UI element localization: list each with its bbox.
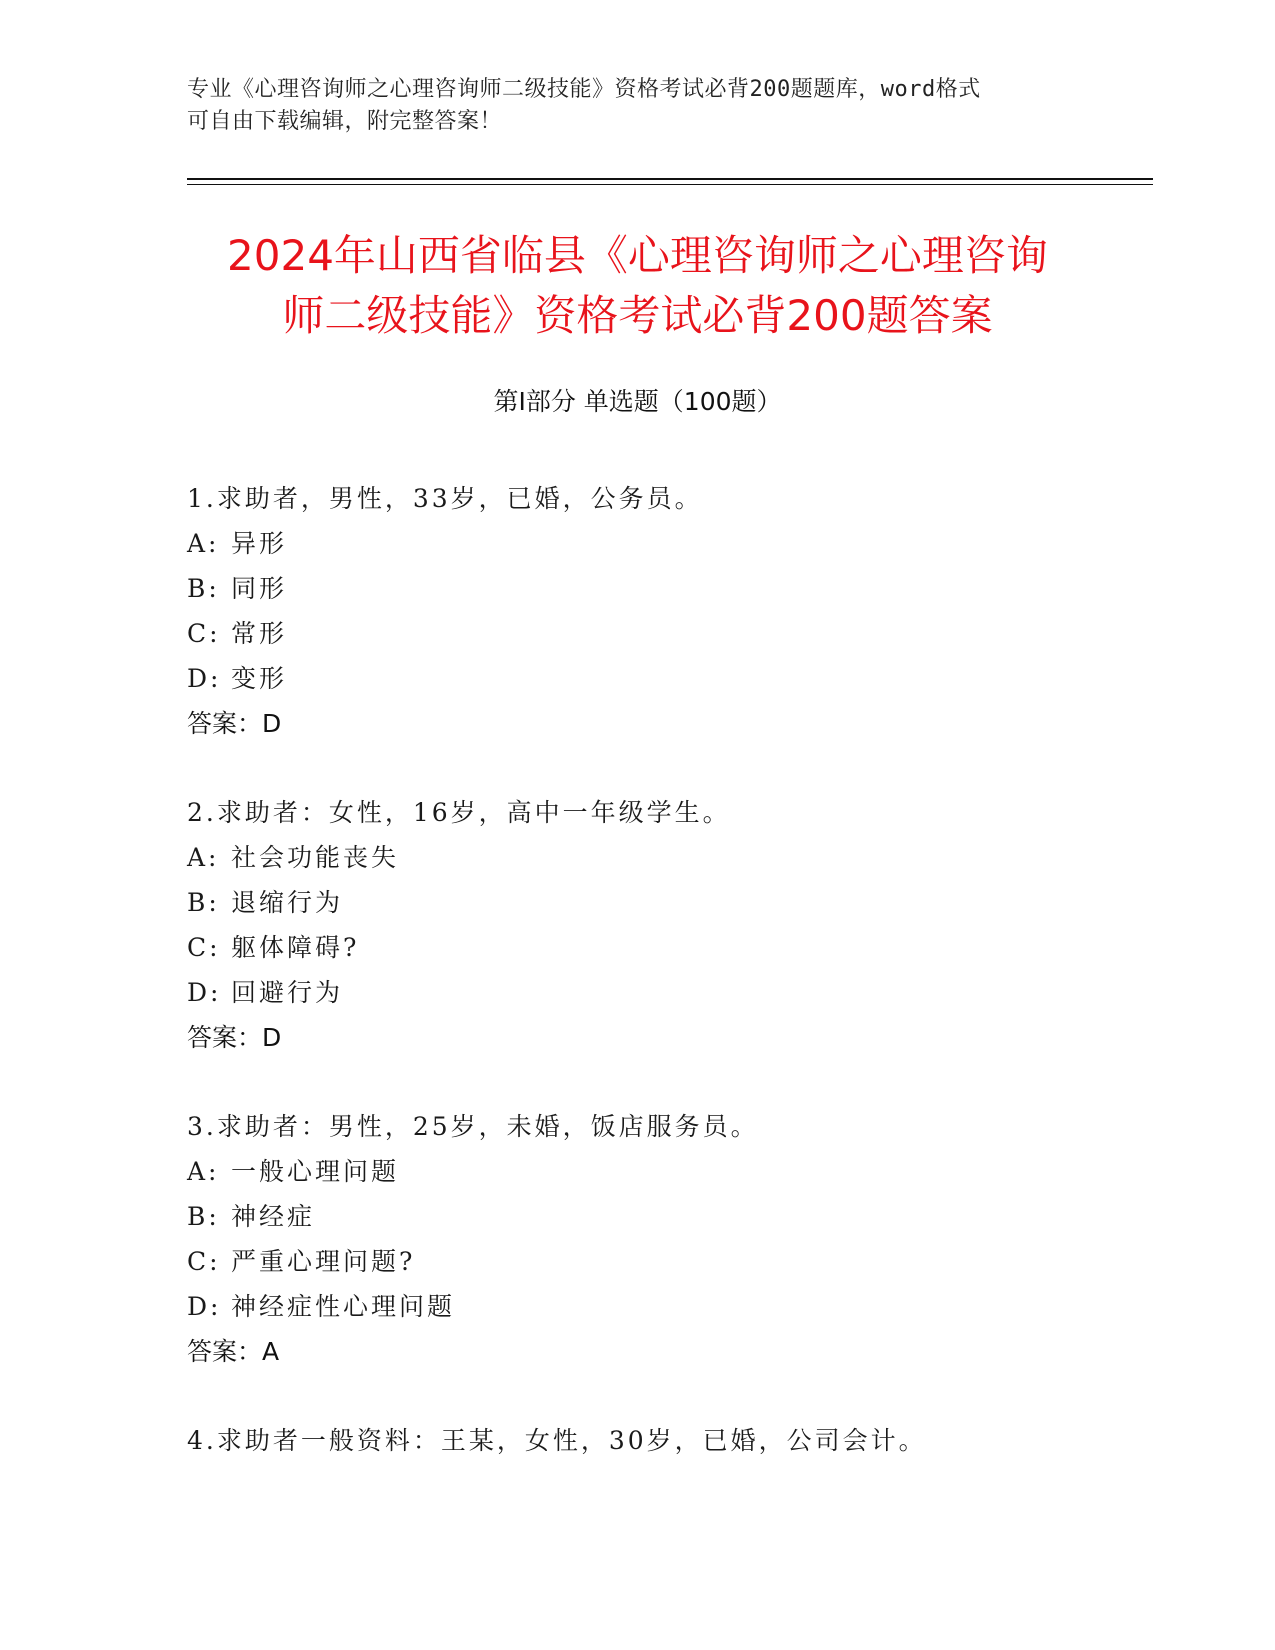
section-heading: 第Ⅰ部分 单选题（100题）	[493, 387, 782, 416]
question-stem: 3.求助者：男性，25岁，未婚，饭店服务员。	[187, 1112, 759, 1141]
option-d	[187, 1284, 1147, 1329]
option-b	[187, 566, 1147, 611]
document-title-line-1: 2024年山西省临县《心理咨询师之心理咨询	[227, 231, 1048, 280]
option-text: 神经症性心理问题	[231, 1292, 456, 1321]
option-d	[187, 656, 1147, 701]
option-b	[187, 880, 1147, 925]
option-key: A:	[187, 843, 220, 872]
question-item	[187, 790, 1147, 1060]
option-key: C:	[187, 619, 221, 648]
option-key: B:	[187, 1202, 220, 1231]
option-key: A:	[187, 1157, 220, 1186]
header-divider-thin	[187, 184, 1153, 185]
option-key: C:	[187, 1247, 221, 1276]
option-b	[187, 1194, 1147, 1239]
answer-line: 答案：A	[187, 1337, 280, 1366]
option-text: 常形	[231, 619, 288, 648]
option-key: C:	[187, 933, 221, 962]
question-item	[187, 476, 1147, 746]
option-key: B:	[187, 888, 220, 917]
option-key: D:	[187, 978, 222, 1007]
option-c	[187, 611, 1147, 656]
header-note-line-2: 可自由下载编辑，附完整答案！	[187, 109, 503, 134]
answer-line: 答案：D	[187, 709, 282, 738]
document-title	[120, 226, 1155, 346]
option-c	[187, 1239, 1147, 1284]
option-key: D:	[187, 664, 222, 693]
option-key: A:	[187, 529, 220, 558]
option-text: 一般心理问题	[231, 1157, 400, 1186]
question-stem: 4.求助者一般资料：王某，女性，30岁，已婚，公司会计。	[187, 1426, 927, 1455]
option-d	[187, 970, 1147, 1015]
question-stem: 2.求助者：女性，16岁，高中一年级学生。	[187, 798, 731, 827]
header-note-line-1: 专业《心理咨询师之心理咨询师二级技能》资格考试必背200题题库，word格式	[187, 77, 981, 102]
option-text: 回避行为	[231, 978, 344, 1007]
header-divider-thick	[187, 178, 1153, 180]
document-title-line-2: 师二级技能》资格考试必背200题答案	[282, 291, 993, 340]
question-item	[187, 1418, 1147, 1463]
option-text: 严重心理问题?	[231, 1247, 416, 1276]
option-a	[187, 835, 1147, 880]
option-a	[187, 521, 1147, 566]
option-text: 神经症	[231, 1202, 316, 1231]
header-note	[187, 74, 1067, 138]
option-text: 异形	[231, 529, 288, 558]
option-key: B:	[187, 574, 220, 603]
answer-line: 答案：D	[187, 1023, 282, 1052]
option-a	[187, 1149, 1147, 1194]
option-text: 社会功能丧失	[231, 843, 400, 872]
option-text: 变形	[231, 664, 288, 693]
option-text: 躯体障碍?	[231, 933, 360, 962]
option-text: 同形	[231, 574, 288, 603]
option-text: 退缩行为	[231, 888, 344, 917]
option-c	[187, 925, 1147, 970]
question-stem: 1.求助者，男性，33岁，已婚，公务员。	[187, 484, 703, 513]
question-item	[187, 1104, 1147, 1374]
option-key: D:	[187, 1292, 222, 1321]
question-list	[187, 476, 1147, 1507]
